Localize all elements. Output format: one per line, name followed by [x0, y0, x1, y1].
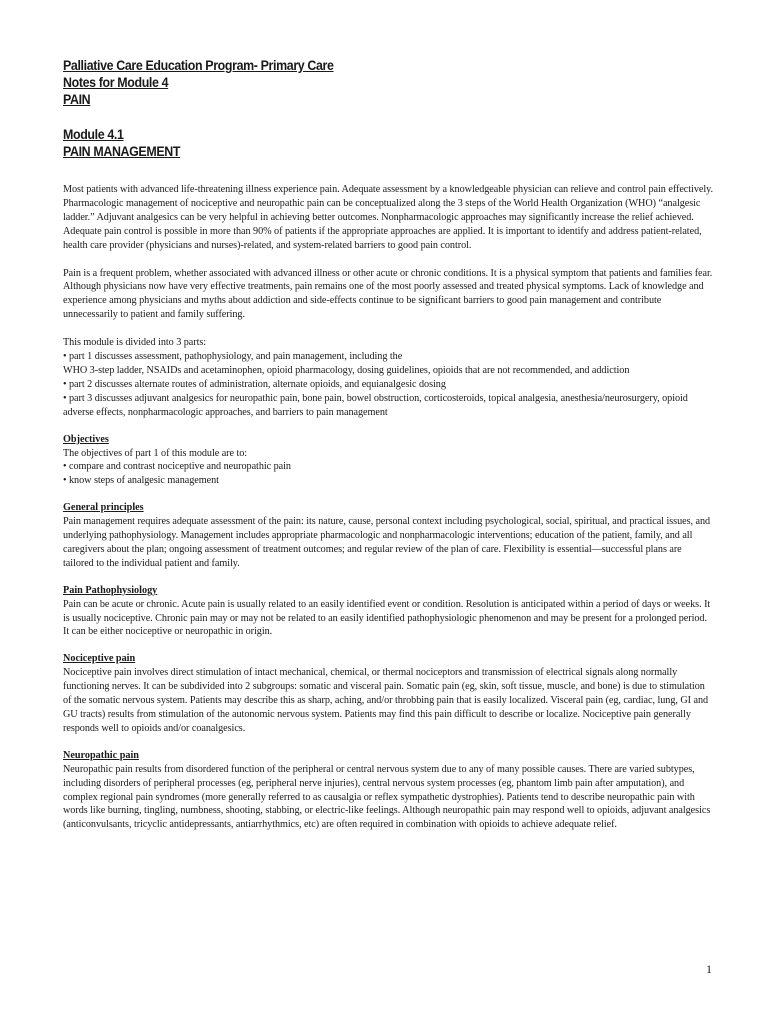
general-principles-heading: General principles [63, 502, 144, 514]
general-principles-section [63, 501, 713, 571]
objectives-heading: Objectives [63, 433, 109, 445]
part-1-line-a: • part 1 discusses assessment, pathophysiology, and pain management, including the [63, 351, 403, 363]
module-number: Module 4.1 [63, 127, 124, 142]
nociceptive-heading: Nociceptive pain [63, 653, 136, 665]
nociceptive-section [63, 652, 713, 735]
pathophysiology-section [63, 584, 713, 640]
part-2: • part 2 discusses alternate routes of administration, alternate opioids, and equianalgesic dosing [63, 378, 446, 390]
notes-title: Notes for Module 4 [63, 75, 169, 90]
program-title: Palliative Care Education Program- Primary Care [63, 58, 334, 73]
neuropathic-heading: Neuropathic pain [63, 749, 139, 761]
intro-paragraph-2: Pain is a frequent problem, whether associated with advanced illness or other acute or chronic conditions. It is a physical symptom that patients and families fear. Although physicians now have very effective treatments, pain remains one of the most poorly assessed and treated physical symptoms. Lack of knowledge and experience among physicians and myths about addiction and side-effects continue to be significant barriers to good pain management and contribute unnecessarily to patient and family suffering. [63, 267, 713, 321]
topic-title: PAIN [63, 92, 91, 107]
pathophysiology-text: Pain can be acute or chronic. Acute pain is usually related to an easily identified event or condition. Resolution is anticipated within a period of days or weeks. It is usually nociceptive. Chronic pain may or may not be related to an easily identified pathophysiologic phenomenon and may be present for a prolonged period. It can be either nociceptive or neuropathic in origin. [63, 598, 711, 638]
part-1-line-b: WHO 3-step ladder, NSAIDs and acetaminophen, opioid pharmacology, dosing guidelines, opioids that are not recommended, and addiction [63, 364, 630, 376]
parts-intro: This module is divided into 3 parts: [63, 337, 207, 349]
pathophysiology-heading: Pain Pathophysiology [63, 584, 158, 596]
part-3: • part 3 discusses adjuvant analgesics for neuropathic pain, bone pain, bowel obstruction, corticosteroids, topical analgesia, anesthesia/neurosurgery, opioid adverse effects, nonpharmacologic approaches, and barriers to pain management [63, 392, 688, 418]
neuropathic-text: Neuropathic pain results from disordered function of the peripheral or central nervous system due to any of many possible causes. There are varied subtypes, including disorders of peripheral processes (eg, peripheral nerve injuries), central nervous system processes (eg, phantom limb pain after amputation), and complex regional pain syndromes (more generally referred to as causalgia or reflex sympathetic dystrophies). Patients tend to describe neuropathic pain with words like burning, tingling, numbness, shooting, stabbing, or electric-like feelings. Although neuropathic pain may respond well to opioids, adjuvant analgesics (anticonvulsants, tricyclic antidepressants, antiarrhythmics, etc) are often required in combination with opioids to achieve adequate relief. [63, 763, 711, 831]
page-number: 1 [706, 962, 712, 976]
document-page [63, 57, 713, 832]
objectives-lead: The objectives of part 1 of this module are to: [63, 447, 248, 459]
objective-item-2: • know steps of analgesic management [63, 475, 219, 487]
objectives-section [63, 433, 713, 489]
parts-list [63, 336, 713, 419]
module-title: PAIN MANAGEMENT [63, 144, 181, 159]
objective-item-1: • compare and contrast nociceptive and neuropathic pain [63, 461, 291, 473]
nociceptive-text: Nociceptive pain involves direct stimulation of intact mechanical, chemical, or thermal nociceptors and transmission of electrical signals along normally functioning nerves. It can be subdivided into 2 subgroups: somatic and visceral pain. Somatic pain (eg, skin, soft tissue, muscle, and bone) is due to stimulation of the somatic nervous system. Patients may describe this as sharp, aching, and/or throbbing pain that is easily localized. Visceral pain (eg, cardiac, lung, GI and GU tracts) results from stimulation of the autonomic nervous system. Patients may find this pain difficult to describe or localize. Nociceptive pain generally responds well to opioids and/or coanalgesics. [63, 667, 709, 734]
general-principles-text: Pain management requires adequate assessment of the pain: its nature, cause, personal context including psychological, social, spiritual, and practical issues, and underlying pathophysiology. Management includes appropriate pharmacologic and nonpharmacologic interventions; education of the patient, family, and all caregivers about the plan; ongoing assessment of treatment outcomes; and regular review of the plan of care. Flexibility is essential—successful plans are tailored to the individual patient and family. [63, 516, 711, 569]
neuropathic-section [63, 749, 713, 832]
intro-paragraph-1: Most patients with advanced life-threatening illness experience pain. Adequate assessment by a knowledgeable physician can relieve and control pain effectively. Pharmacologic management of nociceptive and neuropathic pain can be conceptualized along the 3 steps of the World Health Organization (WHO) “analgesic ladder.” Adjuvant analgesics can be very helpful in achieving better outcomes. Nonpharmacologic approaches may significantly increase the relief achieved. Adequate pain control is possible in more than 90% of patients if the appropriate approaches are applied. It is important to identify and address patient-related, health care provider (physicians and nurses)-related, and system-related barriers to good pain control. [63, 184, 713, 251]
